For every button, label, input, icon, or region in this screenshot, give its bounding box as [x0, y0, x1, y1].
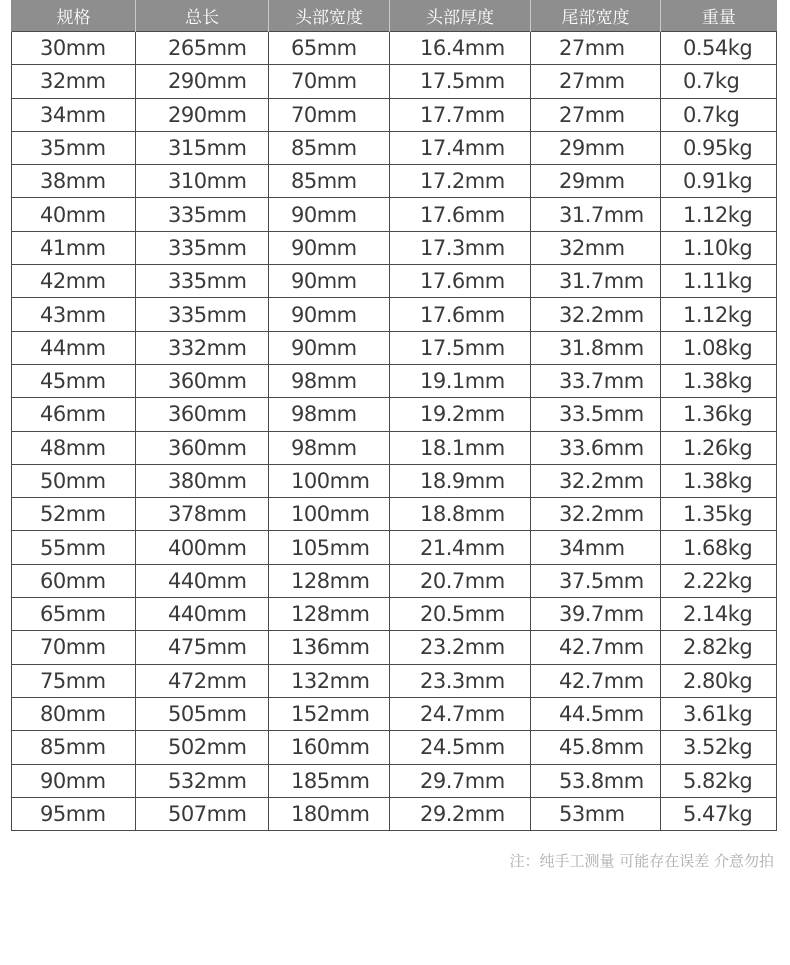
head-thickness-cell: 21.4mm — [390, 531, 531, 564]
table-row — [12, 431, 777, 464]
weight-cell: 1.35kg — [661, 498, 777, 531]
total-length-cell: 380mm — [136, 464, 269, 497]
head-thickness-cell: 20.5mm — [390, 598, 531, 631]
table-row — [12, 398, 777, 431]
head-width-cell: 132mm — [269, 664, 390, 697]
total-length-cell: 335mm — [136, 198, 269, 231]
table-row — [12, 631, 777, 664]
head-width-cell: 90mm — [269, 231, 390, 264]
head-thickness-cell: 16.4mm — [390, 32, 531, 65]
table-row — [12, 131, 777, 164]
total-length-cell: 310mm — [136, 165, 269, 198]
spec-cell: 52mm — [12, 498, 136, 531]
spec-cell: 41mm — [12, 231, 136, 264]
weight-cell: 1.38kg — [661, 464, 777, 497]
table-row — [12, 231, 777, 264]
weight-cell: 5.47kg — [661, 797, 777, 830]
table-row — [12, 664, 777, 697]
tail-width-cell: 32mm — [531, 231, 661, 264]
head-width-cell: 128mm — [269, 598, 390, 631]
weight-cell: 1.11kg — [661, 265, 777, 298]
weight-cell: 1.12kg — [661, 298, 777, 331]
spec-cell: 80mm — [12, 697, 136, 730]
tail-width-cell: 32.2mm — [531, 298, 661, 331]
head-thickness-cell: 29.7mm — [390, 764, 531, 797]
spec-cell: 65mm — [12, 598, 136, 631]
spec-cell: 55mm — [12, 531, 136, 564]
head-width-cell: 90mm — [269, 298, 390, 331]
head-width-cell: 70mm — [269, 98, 390, 131]
tail-width-cell: 32.2mm — [531, 498, 661, 531]
tail-width-cell: 31.8mm — [531, 331, 661, 364]
spec-cell: 75mm — [12, 664, 136, 697]
spec-cell: 50mm — [12, 464, 136, 497]
head-width-cell: 136mm — [269, 631, 390, 664]
head-thickness-cell: 29.2mm — [390, 797, 531, 830]
total-length-cell: 378mm — [136, 498, 269, 531]
head-thickness-cell: 17.2mm — [390, 165, 531, 198]
spec-cell: 44mm — [12, 331, 136, 364]
head-width-cell: 100mm — [269, 464, 390, 497]
weight-cell: 1.68kg — [661, 531, 777, 564]
head-thickness-cell: 17.6mm — [390, 265, 531, 298]
tail-width-cell: 29mm — [531, 131, 661, 164]
table-row — [12, 498, 777, 531]
weight-cell: 0.91kg — [661, 165, 777, 198]
head-width-cell: 98mm — [269, 431, 390, 464]
weight-cell: 1.26kg — [661, 431, 777, 464]
head-thickness-cell: 24.7mm — [390, 697, 531, 730]
total-length-cell: 360mm — [136, 364, 269, 397]
tail-width-cell: 33.7mm — [531, 364, 661, 397]
tail-width-cell: 32.2mm — [531, 464, 661, 497]
header-head-width: 头部宽度 — [269, 0, 390, 32]
head-thickness-cell: 18.8mm — [390, 498, 531, 531]
weight-cell: 1.38kg — [661, 364, 777, 397]
weight-cell: 2.80kg — [661, 664, 777, 697]
head-width-cell: 100mm — [269, 498, 390, 531]
table-row — [12, 98, 777, 131]
head-width-cell: 70mm — [269, 65, 390, 98]
weight-cell: 3.61kg — [661, 697, 777, 730]
total-length-cell: 335mm — [136, 298, 269, 331]
weight-cell: 1.10kg — [661, 231, 777, 264]
spec-cell: 90mm — [12, 764, 136, 797]
total-length-cell: 360mm — [136, 398, 269, 431]
head-thickness-cell: 18.9mm — [390, 464, 531, 497]
total-length-cell: 290mm — [136, 98, 269, 131]
tail-width-cell: 29mm — [531, 165, 661, 198]
tail-width-cell: 39.7mm — [531, 598, 661, 631]
spec-table — [11, 0, 777, 831]
weight-cell: 1.36kg — [661, 398, 777, 431]
head-thickness-cell: 24.5mm — [390, 731, 531, 764]
table-row — [12, 598, 777, 631]
head-width-cell: 65mm — [269, 32, 390, 65]
head-thickness-cell: 23.3mm — [390, 664, 531, 697]
spec-cell: 30mm — [12, 32, 136, 65]
measurement-note: 注：纯手工测量 可能存在误差 介意勿拍 — [509, 852, 774, 870]
tail-width-cell: 53.8mm — [531, 764, 661, 797]
head-width-cell: 98mm — [269, 398, 390, 431]
head-thickness-cell: 19.2mm — [390, 398, 531, 431]
table-row — [12, 464, 777, 497]
weight-cell: 1.08kg — [661, 331, 777, 364]
total-length-cell: 290mm — [136, 65, 269, 98]
tail-width-cell: 42.7mm — [531, 631, 661, 664]
head-thickness-cell: 17.6mm — [390, 298, 531, 331]
weight-cell: 5.82kg — [661, 764, 777, 797]
head-thickness-cell: 17.5mm — [390, 65, 531, 98]
spec-cell: 95mm — [12, 797, 136, 830]
tail-width-cell: 37.5mm — [531, 564, 661, 597]
weight-cell: 1.12kg — [661, 198, 777, 231]
weight-cell: 0.54kg — [661, 32, 777, 65]
header-weight: 重量 — [661, 0, 777, 32]
total-length-cell: 400mm — [136, 531, 269, 564]
table-row — [12, 564, 777, 597]
head-width-cell: 105mm — [269, 531, 390, 564]
table-row — [12, 764, 777, 797]
total-length-cell: 472mm — [136, 664, 269, 697]
head-width-cell: 85mm — [269, 131, 390, 164]
table-row — [12, 697, 777, 730]
table-row — [12, 265, 777, 298]
spec-cell: 70mm — [12, 631, 136, 664]
head-thickness-cell: 19.1mm — [390, 364, 531, 397]
tail-width-cell: 33.6mm — [531, 431, 661, 464]
total-length-cell: 502mm — [136, 731, 269, 764]
weight-cell: 3.52kg — [661, 731, 777, 764]
spec-cell: 85mm — [12, 731, 136, 764]
total-length-cell: 440mm — [136, 564, 269, 597]
tail-width-cell: 31.7mm — [531, 198, 661, 231]
spec-cell: 48mm — [12, 431, 136, 464]
head-thickness-cell: 17.3mm — [390, 231, 531, 264]
table-row — [12, 531, 777, 564]
table-header-row — [12, 0, 777, 32]
tail-width-cell: 27mm — [531, 98, 661, 131]
head-width-cell: 180mm — [269, 797, 390, 830]
spec-cell: 43mm — [12, 298, 136, 331]
header-spec: 规格 — [12, 0, 136, 32]
header-total-length: 总长 — [136, 0, 269, 32]
head-width-cell: 160mm — [269, 731, 390, 764]
table-row — [12, 797, 777, 830]
weight-cell: 0.7kg — [661, 65, 777, 98]
table-row — [12, 731, 777, 764]
header-head-thickness: 头部厚度 — [390, 0, 531, 32]
tail-width-cell: 27mm — [531, 32, 661, 65]
head-width-cell: 90mm — [269, 198, 390, 231]
head-thickness-cell: 20.7mm — [390, 564, 531, 597]
total-length-cell: 335mm — [136, 265, 269, 298]
total-length-cell: 507mm — [136, 797, 269, 830]
head-width-cell: 85mm — [269, 165, 390, 198]
spec-cell: 60mm — [12, 564, 136, 597]
table-row — [12, 65, 777, 98]
head-width-cell: 90mm — [269, 331, 390, 364]
total-length-cell: 360mm — [136, 431, 269, 464]
total-length-cell: 335mm — [136, 231, 269, 264]
total-length-cell: 265mm — [136, 32, 269, 65]
table-row — [12, 32, 777, 65]
table-row — [12, 298, 777, 331]
head-thickness-cell: 17.6mm — [390, 198, 531, 231]
weight-cell: 0.7kg — [661, 98, 777, 131]
tail-width-cell: 45.8mm — [531, 731, 661, 764]
tail-width-cell: 42.7mm — [531, 664, 661, 697]
weight-cell: 2.14kg — [661, 598, 777, 631]
spec-cell: 38mm — [12, 165, 136, 198]
total-length-cell: 505mm — [136, 697, 269, 730]
spec-cell: 32mm — [12, 65, 136, 98]
header-tail-width: 尾部宽度 — [531, 0, 661, 32]
total-length-cell: 315mm — [136, 131, 269, 164]
tail-width-cell: 27mm — [531, 65, 661, 98]
total-length-cell: 332mm — [136, 331, 269, 364]
total-length-cell: 475mm — [136, 631, 269, 664]
head-width-cell: 90mm — [269, 265, 390, 298]
head-thickness-cell: 18.1mm — [390, 431, 531, 464]
tail-width-cell: 53mm — [531, 797, 661, 830]
table-row — [12, 165, 777, 198]
head-width-cell: 98mm — [269, 364, 390, 397]
tail-width-cell: 34mm — [531, 531, 661, 564]
spec-cell: 40mm — [12, 198, 136, 231]
table-row — [12, 331, 777, 364]
total-length-cell: 532mm — [136, 764, 269, 797]
spec-cell: 45mm — [12, 364, 136, 397]
table-row — [12, 364, 777, 397]
table-row — [12, 198, 777, 231]
head-width-cell: 128mm — [269, 564, 390, 597]
spec-cell: 42mm — [12, 265, 136, 298]
tail-width-cell: 44.5mm — [531, 697, 661, 730]
head-width-cell: 152mm — [269, 697, 390, 730]
head-width-cell: 185mm — [269, 764, 390, 797]
head-thickness-cell: 17.4mm — [390, 131, 531, 164]
head-thickness-cell: 17.7mm — [390, 98, 531, 131]
spec-cell: 46mm — [12, 398, 136, 431]
weight-cell: 0.95kg — [661, 131, 777, 164]
tail-width-cell: 31.7mm — [531, 265, 661, 298]
weight-cell: 2.22kg — [661, 564, 777, 597]
tail-width-cell: 33.5mm — [531, 398, 661, 431]
head-thickness-cell: 23.2mm — [390, 631, 531, 664]
total-length-cell: 440mm — [136, 598, 269, 631]
weight-cell: 2.82kg — [661, 631, 777, 664]
spec-cell: 35mm — [12, 131, 136, 164]
spec-cell: 34mm — [12, 98, 136, 131]
head-thickness-cell: 17.5mm — [390, 331, 531, 364]
